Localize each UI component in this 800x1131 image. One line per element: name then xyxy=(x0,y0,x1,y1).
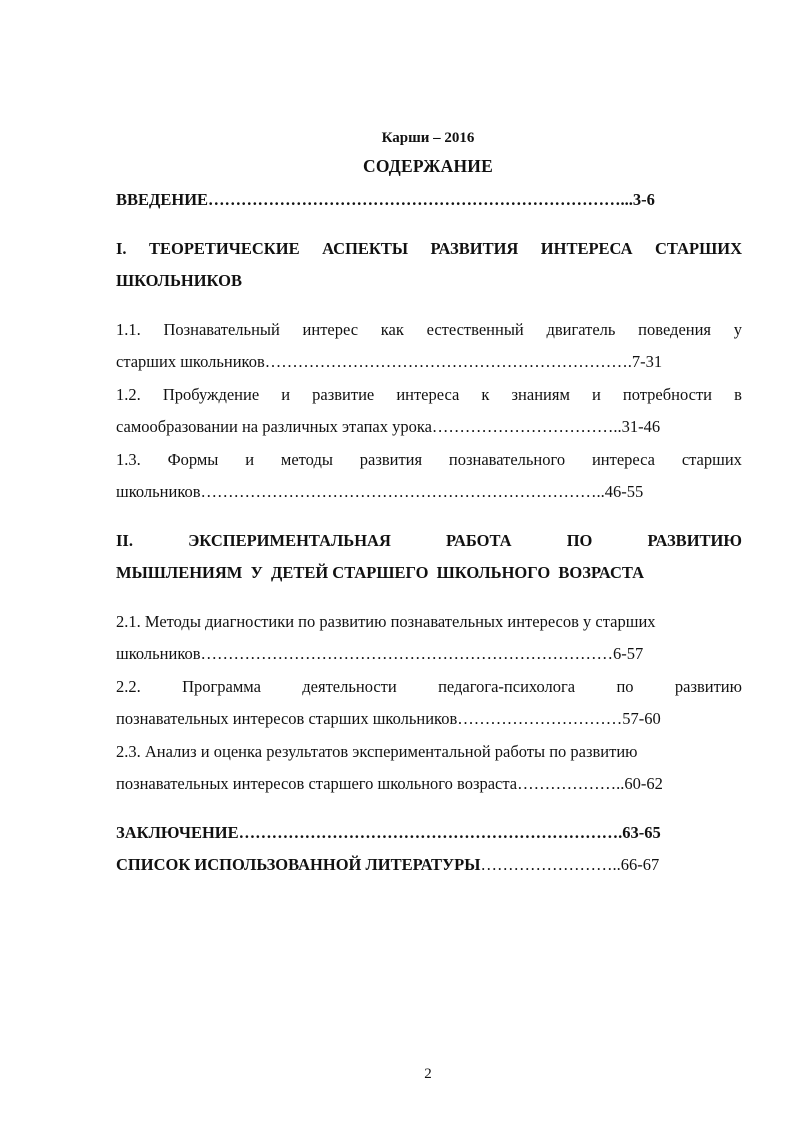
toc-part1-title-line1 xyxy=(116,238,742,260)
toc-conclusion: ЗАКЛЮЧЕНИЕ…………………………………………………………….63-65 xyxy=(116,823,661,842)
toc-item-2-3-line2: познавательных интересов старшего школьного возраста………………..60-62 xyxy=(116,774,663,793)
toc-item-2-3-line1: 2.3. Анализ и оценка результатов экспериментальной работы по развитию xyxy=(116,742,638,761)
toc-item-1-1-line1-word: Познавательный xyxy=(163,320,280,339)
toc-part2-title-line1-word: ПО xyxy=(566,531,593,550)
toc-item-1-3-line1-word: методы xyxy=(280,450,333,469)
toc-item-1-3-line1-word: старших xyxy=(681,450,742,469)
toc-item-1-1-line1-word: у xyxy=(733,320,742,339)
toc-part1-title-line2: ШКОЛЬНИКОВ xyxy=(116,271,242,290)
toc-item-1-1-line1-word: двигатель xyxy=(546,320,616,339)
toc-item-1-3-line1-word: Формы xyxy=(167,450,219,469)
page-number: 2 xyxy=(424,1066,432,1082)
toc-item-1-2-line2: самообразовании на различных этапах урока……………………………..31-46 xyxy=(116,417,661,436)
toc-item-1-2-line1-word: Пробуждение xyxy=(162,385,260,404)
toc-part2-title-line1-word: ЭКСПЕРИМЕНТАЛЬНАЯ xyxy=(188,531,391,550)
toc-part1-title-line1-word: I. xyxy=(116,239,127,258)
toc-item-1-3-line1-word: развития xyxy=(359,450,423,469)
toc-item-1-1-line1-word: естественный xyxy=(426,320,524,339)
toc-item-2-2-line1-word: деятельности xyxy=(302,677,397,696)
toc-item-1-1-line1-word: 1.1. xyxy=(116,320,141,339)
toc-part2-title-line1-word: II. xyxy=(116,531,133,550)
toc-references-title: СПИСОК ИСПОЛЬЗОВАННОЙ ЛИТЕРАТУРЫ xyxy=(116,855,481,874)
toc-part1-title-line1-word: АСПЕКТЫ xyxy=(322,239,409,258)
toc-item-1-1-line2: старших школьников………………………………………………………….7-31 xyxy=(116,352,663,371)
toc-part1-title-line1-word: РАЗВИТИЯ xyxy=(430,239,519,258)
toc-part1-title-line1-word: ТЕОРЕТИЧЕСКИЕ xyxy=(149,239,300,258)
toc-item-1-3-line1-word: интереса xyxy=(591,450,655,469)
city-year: Карши – 2016 xyxy=(381,130,475,146)
toc-item-2-2-line2: познавательных интересов старших школьников…………………………57-60 xyxy=(116,709,661,728)
toc-item-2-2-line1-word: педагога-психолога xyxy=(438,677,576,696)
toc-item-1-2-line1-word: в xyxy=(734,385,742,404)
toc-part2-title-line1 xyxy=(116,530,742,552)
toc-item-2-2-line1 xyxy=(116,676,742,698)
toc-item-2-1-line1: 2.1. Методы диагностики по развитию познавательных интересов у старших xyxy=(116,612,656,631)
toc-references xyxy=(116,854,742,876)
toc-references-pages: ……………………..66-67 xyxy=(480,855,660,874)
toc-part1-title-line1-word: ИНТЕРЕСА xyxy=(540,239,633,258)
toc-item-1-2-line1-word: к xyxy=(481,385,490,404)
toc-item-1-1-line1-word: поведения xyxy=(638,320,712,339)
toc-item-1-3-line1-word: и xyxy=(245,450,255,469)
toc-item-2-1-line2: школьников…………………………………………………………………6-57 xyxy=(116,644,644,663)
toc-item-1-2-line1-word: интереса xyxy=(396,385,460,404)
toc-part2-title-line1-word: РАЗВИТИЮ xyxy=(647,531,742,550)
toc-item-1-2-line1-word: и xyxy=(281,385,291,404)
toc-item-1-3-line2: школьников………………………………………………………………..46-55 xyxy=(116,482,644,501)
toc-item-1-3-line1-word: познавательного xyxy=(448,450,566,469)
toc-item-1-2-line1-word: развитие xyxy=(312,385,375,404)
toc-item-1-2-line1-word: и xyxy=(591,385,601,404)
toc-item-1-3-line1-word: 1.3. xyxy=(116,450,141,469)
toc-item-2-2-line1-word: 2.2. xyxy=(116,677,141,696)
toc-item-2-2-line1-word: по xyxy=(616,677,634,696)
toc-part2-title-line1-word: РАБОТА xyxy=(445,531,512,550)
toc-part2-title-line2: МЫШЛЕНИЯМ У ДЕТЕЙ СТАРШЕГО ШКОЛЬНОГО ВОЗРАСТА xyxy=(116,563,645,582)
toc-item-1-1-line1-word: как xyxy=(380,320,404,339)
toc-item-1-1-line1-word: интерес xyxy=(302,320,359,339)
toc-item-1-2-line1-word: потребности xyxy=(622,385,713,404)
toc-item-1-2-line1-word: 1.2. xyxy=(116,385,141,404)
toc-item-1-1-line1 xyxy=(116,319,742,341)
toc-intro: ВВЕДЕНИЕ…………………………………………………………………...3-6 xyxy=(116,190,655,209)
toc-item-1-2-line1 xyxy=(116,384,742,406)
toc-part1-title-line1-word: СТАРШИХ xyxy=(655,239,742,258)
toc-title: СОДЕРЖАНИЕ xyxy=(362,156,493,176)
toc-item-1-3-line1 xyxy=(116,449,742,471)
toc-item-1-2-line1-word: знаниям xyxy=(511,385,570,404)
toc-item-2-2-line1-word: развитию xyxy=(674,677,742,696)
toc-item-2-2-line1-word: Программа xyxy=(182,677,261,696)
